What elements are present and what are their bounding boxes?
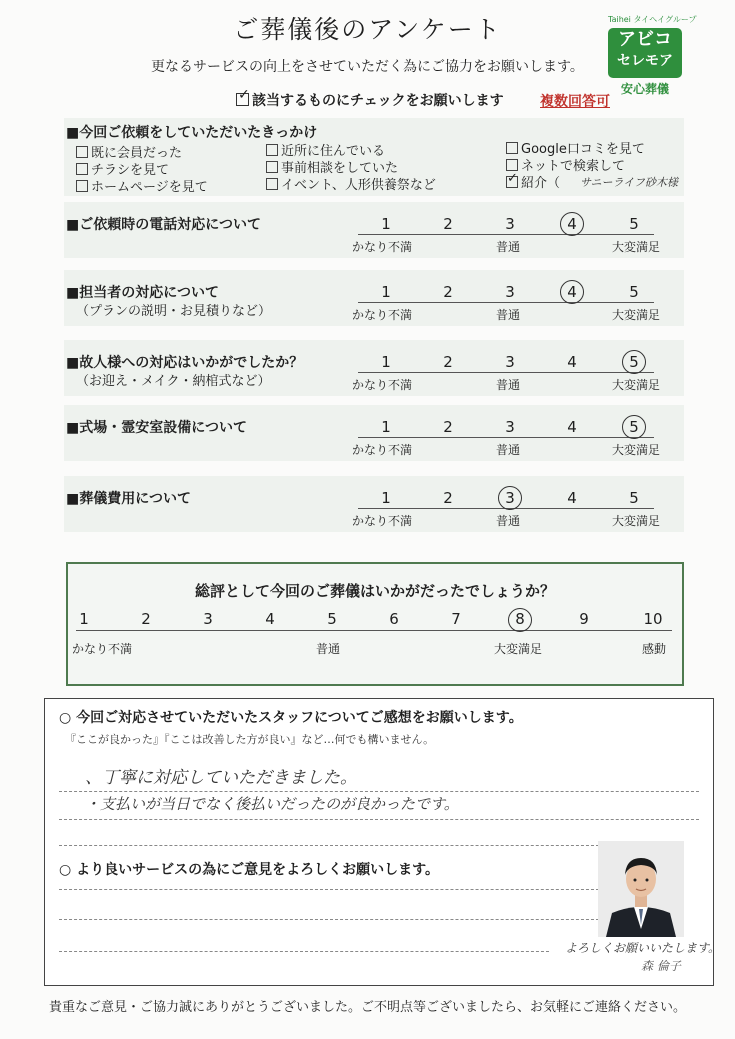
staff-signature: 森 倫子: [641, 959, 681, 973]
scale-number[interactable]: 2: [443, 353, 453, 371]
scale-number[interactable]: 3: [505, 418, 515, 436]
scale-number[interactable]: 1: [381, 489, 391, 507]
dashed-line: [59, 889, 599, 890]
option-label: イベント、人形供養祭など: [281, 178, 436, 193]
checkbox-checked[interactable]: [506, 176, 518, 188]
staff-hint: 『ここが良かった』『ここは改善した方が良い』など…何でも構いません。: [65, 733, 435, 746]
dashed-line: [59, 919, 599, 920]
scale-number[interactable]: 1: [381, 353, 391, 371]
scale-line: [358, 372, 654, 373]
q1-option[interactable]: [266, 174, 436, 193]
scale-number[interactable]: 3: [505, 489, 515, 507]
scale-number[interactable]: 3: [505, 215, 515, 233]
selected-circle-mark: [622, 415, 646, 439]
scale-label-low: かなり不満: [352, 378, 413, 392]
selected-circle-mark: [622, 350, 646, 374]
scale-label-mid: 普通: [496, 514, 521, 528]
company-logo: [608, 28, 682, 78]
overall-selected-circle: [508, 608, 532, 632]
scale-number[interactable]: 2: [443, 418, 453, 436]
overall-scale-line: [76, 630, 672, 631]
question-title: ■式場・霊安室設備について: [66, 420, 247, 436]
scale-label-low: かなり不満: [352, 240, 413, 254]
scale-line: [358, 437, 654, 438]
option-label: 近所に住んでいる: [281, 144, 386, 159]
option-label: ホームページを見て: [91, 180, 208, 195]
scale-number[interactable]: 4: [567, 215, 577, 233]
checkbox[interactable]: [76, 163, 88, 175]
scale-number[interactable]: 5: [629, 283, 639, 301]
overall-number[interactable]: 8: [515, 610, 525, 628]
scale-number[interactable]: 1: [381, 215, 391, 233]
question-title: ■ご依頼時の電話対応について: [66, 217, 261, 233]
handwritten-referral: サニーライフ砂木様: [580, 176, 678, 189]
scale-number[interactable]: 5: [629, 418, 639, 436]
q1-title: ■今回ご依頼をしていただいたきっかけ: [66, 125, 318, 141]
checkbox[interactable]: [266, 144, 278, 156]
overall-label-1: かなり不満: [72, 642, 133, 656]
logo-sub: 安心葬儀: [620, 82, 669, 96]
logo-line1: アビコ: [618, 29, 672, 50]
option-label: チラシを見て: [91, 163, 170, 178]
question-title: ■担当者の対応について: [66, 285, 219, 301]
scale-label-mid: 普通: [496, 240, 521, 254]
scale-number[interactable]: 2: [443, 489, 453, 507]
overall-number[interactable]: 1: [79, 610, 89, 628]
instruction: [236, 90, 504, 110]
scale-number[interactable]: 5: [629, 215, 639, 233]
scale-line: [358, 302, 654, 303]
footer-thanks: 貴重なご意見・ご協力誠にありがとうございました。ご不明点等ございましたら、お気軽にご連絡ください。: [48, 1000, 686, 1015]
checkbox[interactable]: [76, 180, 88, 192]
checkbox[interactable]: [266, 178, 278, 190]
staff-photo: [598, 841, 684, 937]
scale-line: [358, 234, 654, 235]
q1-option-referral[interactable]: [506, 172, 560, 191]
scale-label-high: 大変満足: [612, 378, 661, 392]
staff-comment-line1: 、丁寧に対応していただきました。: [85, 768, 357, 788]
overall-number[interactable]: 5: [327, 610, 337, 628]
dashed-line: [59, 819, 699, 820]
staff-message: よろしくお願いいたします。: [565, 941, 721, 955]
scale-number[interactable]: 3: [505, 353, 515, 371]
scale-label-mid: 普通: [496, 308, 521, 322]
staff-comment-line2: ・支払いが当日でなく後払いだったのが良かったです。: [85, 795, 459, 813]
scale-number[interactable]: 4: [567, 353, 577, 371]
selected-circle-mark: [560, 280, 584, 304]
scale-number[interactable]: 5: [629, 353, 639, 371]
opinion-heading: ○ より良いサービスの為にご意見をよろしくお願いします。: [59, 862, 439, 878]
overall-number[interactable]: 9: [579, 610, 589, 628]
logo-tagline: Taihei タイヘイグループ: [608, 15, 697, 24]
scale-label-mid: 普通: [496, 443, 521, 457]
scale-label-low: かなり不満: [352, 443, 413, 457]
overall-label-8: 大変満足: [494, 642, 543, 656]
scale-number[interactable]: 2: [443, 215, 453, 233]
multiple-answers-note: 複数回答可: [540, 94, 610, 110]
selected-circle-mark: [560, 212, 584, 236]
staff-heading: ○ 今回ご対応させていただいたスタッフについてご感想をお願いします。: [59, 710, 523, 726]
page-subtitle: 更なるサービスの向上をさせていただく為にご協力をお願いします。: [151, 59, 584, 75]
option-label: ネットで検索して: [521, 159, 626, 174]
dashed-line: [59, 951, 549, 952]
option-label: 事前相談をしていた: [281, 161, 399, 176]
scale-number[interactable]: 4: [567, 283, 577, 301]
logo-line2: セレモア: [617, 53, 673, 69]
selected-circle-mark: [498, 486, 522, 510]
dashed-line: [59, 791, 699, 792]
scale-number[interactable]: 2: [443, 283, 453, 301]
scale-number[interactable]: 1: [381, 283, 391, 301]
checkbox[interactable]: [266, 161, 278, 173]
scale-number[interactable]: 1: [381, 418, 391, 436]
question-title: ■葬儀費用について: [66, 491, 191, 507]
checkbox[interactable]: [506, 159, 518, 171]
overall-number[interactable]: 4: [265, 610, 275, 628]
overall-number[interactable]: 6: [389, 610, 399, 628]
overall-rating-box: [66, 562, 684, 686]
overall-number[interactable]: 10: [643, 610, 663, 628]
scale-label-high: 大変満足: [612, 443, 661, 457]
overall-number[interactable]: 7: [451, 610, 461, 628]
question-subtitle: （お迎え・メイク・納棺式など）: [76, 374, 271, 389]
option-label: 既に会員だった: [91, 146, 183, 161]
dashed-line: [59, 845, 599, 846]
scale-label-high: 大変満足: [612, 514, 661, 528]
overall-number[interactable]: 3: [203, 610, 213, 628]
instruction-text: 該当するものにチェックをお願いします: [252, 93, 504, 109]
question-subtitle: （プランの説明・お見積りなど）: [76, 304, 272, 319]
checkbox[interactable]: [76, 146, 88, 158]
staff-portrait: [598, 841, 684, 937]
scale-label-low: かなり不満: [352, 308, 413, 322]
page-title: ご葬儀後のアンケート: [233, 15, 502, 44]
option-label: Google口コミを見て: [521, 142, 645, 157]
scale-number[interactable]: 3: [505, 283, 515, 301]
checkbox[interactable]: [506, 142, 518, 154]
overall-number[interactable]: 2: [141, 610, 151, 628]
scale-label-high: 大変満足: [612, 308, 661, 322]
checkbox-icon: [236, 93, 249, 106]
overall-title: 総評として今回のご葬儀はいかがだったでしょうか？: [194, 582, 555, 600]
question-title: ■故人様への対応はいかがでしたか？: [66, 355, 304, 371]
overall-label-5: 普通: [316, 642, 341, 656]
scale-label-high: 大変満足: [612, 240, 661, 254]
scale-label-mid: 普通: [496, 378, 521, 392]
q1-option[interactable]: [76, 176, 208, 195]
overall-label-10: 感動: [642, 642, 667, 656]
scale-label-low: かなり不満: [352, 514, 413, 528]
scale-number[interactable]: 4: [567, 418, 577, 436]
scale-number[interactable]: 5: [629, 489, 639, 507]
scale-number[interactable]: 4: [567, 489, 577, 507]
option-label: 紹介（: [521, 176, 561, 191]
